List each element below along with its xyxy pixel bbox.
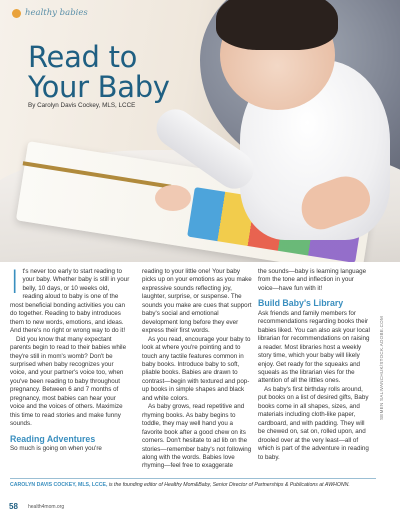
title-line-2: Your Baby (28, 70, 170, 104)
section-tag-text: healthy babies (25, 8, 88, 18)
paragraph: Ask friends and family members for recommendations regarding books their babies liked. You can also ask your local librarian for recommendations on raising a reader. Most libraries host a weekly story time, which your baby will likely enjoy. Get ready for the squeaks and squeals as the librarian vies for the attention of all the littles ones. (258, 309, 370, 385)
page-footer (0, 500, 400, 516)
photo-credit: SEMEN SALIVANCHUK/STOCK.ADOBE.COM (379, 315, 384, 420)
paragraph: Did you know that many expectant parents begin to read to their babies while they're still in mom's womb? Don't be surprised when baby recognizes your voice, and your partner's voice too, when you've been reading to baby throughout pregnancy. Between 6 and 7 months of pregnancy, most babies can hear your voice and the voices of others. Maximize this time to read stories and make funny sounds. (10, 335, 127, 428)
bio-divider (10, 478, 376, 479)
author-name: CAROLYN DAVIS COCKEY, MLS, LCCE, (10, 482, 108, 488)
article-column-3 (258, 268, 370, 462)
author-bio-text: is the founding editor of Healthy Mom&Baby, Senior Director of Partnerships & Publications at AWHONN. (107, 482, 350, 488)
page-number: 58 (9, 502, 18, 511)
byline: By Carolyn Davis Cockey, MLS, LCCE (28, 102, 136, 109)
author-bio (10, 482, 376, 488)
article-title (28, 42, 170, 102)
baby-hand (155, 185, 191, 211)
paragraph: So much is going on when you're (10, 445, 102, 453)
article-column-2 (142, 268, 254, 471)
drop-cap: I (10, 263, 20, 301)
paragraph: reading to your little one! Your baby picks up on your emotions as you make expressive sounds reflecting joy, laughter, surprise, or suspense. The sounds you make are cues that support baby's social and emotional development long before they ever express their first words. (142, 268, 252, 335)
section-tag (12, 8, 88, 18)
section-heading: Build Baby's Library (258, 298, 344, 309)
website-link[interactable]: health4mom.org (28, 504, 65, 510)
sun-dot-icon (12, 9, 21, 18)
paragraph: the sounds—baby is learning language from the tone and inflection in your voice—have fun with it! (258, 268, 367, 292)
paragraph: As you read, encourage your baby to look at where you're pointing and to touch any tactile features common in baby books. Introduce baby to soft, pliable books. Babies are drawn to contrast—begin with textured and pop-up books in simple shapes and black and white colors. (142, 335, 251, 402)
paragraph: As baby grows, read repetitive and rhyming books. As baby begins to toddle, they may well hand you a favorite book after a good chew on its corners. Don't hesitate to ad lib on the stories—remember baby's not following along with the words. Babies love rhyming—feel free to exaggerate (142, 403, 252, 470)
paragraph: As baby's first birthday rolls around, put books on a list of desired gifts, Baby books come in all shapes, sizes, and materials including cloth-like paper, cardboard, and with padding. They will be chewed on, sat on, rolled upon, and drooled over at the very least—all of which is part of the adventure in reading to baby. (258, 385, 369, 461)
section-heading: Reading Adventures (10, 433, 96, 444)
paragraph: t's never too early to start reading to your baby. Whether baby is still in your belly, 10 days, or 10 weeks old, reading aloud to baby is one of the most beneficial bonding activities you can do together. Reading to baby introduces them to new words, emotions, and ideas. And there's no right or wrong way to do it! (10, 268, 130, 335)
title-line-1: Read to (28, 40, 138, 74)
article-column-1 (10, 263, 130, 454)
baby-hair (216, 0, 338, 50)
